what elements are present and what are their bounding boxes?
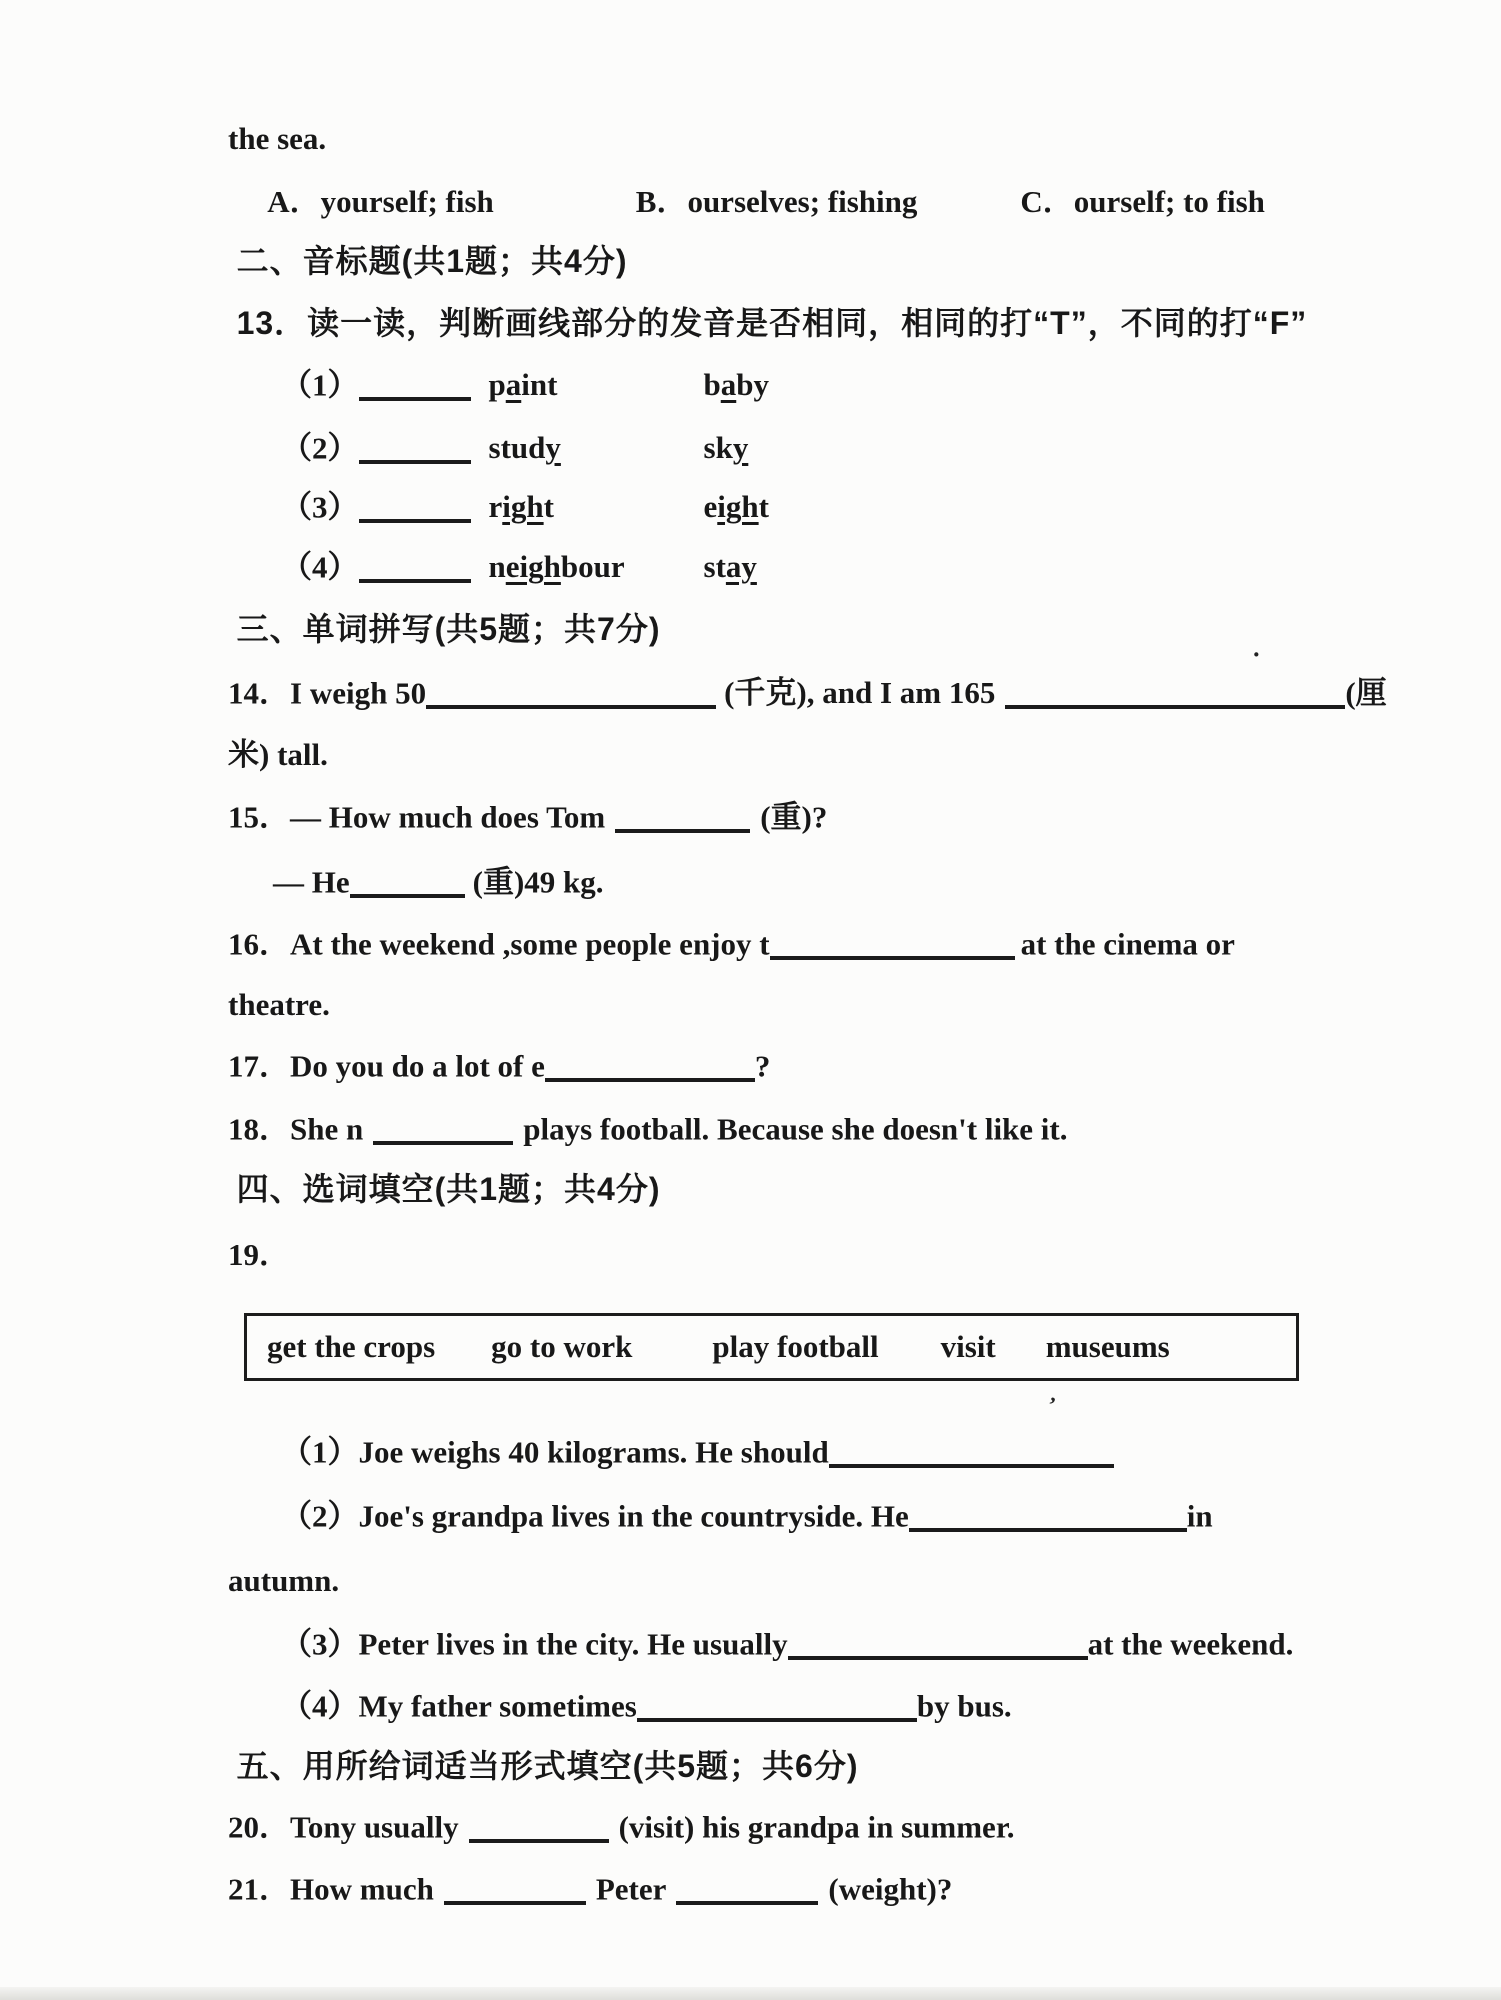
- word-seg: stud: [488, 430, 546, 466]
- word-seg-underlined: a: [720, 367, 737, 403]
- answer-blank: [444, 1870, 586, 1905]
- word-bank-item: get the crops: [267, 1329, 436, 1364]
- q21-text-2: Peter: [595, 1871, 667, 1907]
- q21-text-1: 21．How much: [228, 1871, 434, 1907]
- word-seg: sk: [703, 430, 733, 466]
- q14-text-1: 14．I weigh 50: [228, 675, 427, 711]
- word-seg: st: [703, 549, 726, 585]
- q19-subitem-2: [250, 1461, 1213, 1569]
- option-b: B．ourselves; fishing: [635, 183, 918, 219]
- q15-reply-pre: — He: [273, 864, 350, 900]
- word-seg-underlined: igh: [717, 489, 759, 525]
- stray-mark-tick: ʼ: [1045, 1391, 1058, 1418]
- q13-stem-text: 13．读一读，判断画线部分的发音是否相同，相同的打“T”，不同的打“F”: [236, 304, 1308, 341]
- q21-text-3: (weight)?: [828, 1871, 953, 1907]
- q20-text-1: 20．Tony usually: [228, 1809, 459, 1845]
- q16-line-1: [197, 889, 1235, 997]
- q19-s2-text: （2）Joe's grandpa lives in the countryside. He: [281, 1498, 909, 1534]
- q16-continuation: theatre.: [228, 986, 330, 1022]
- word-bank-box: [244, 1313, 1299, 1381]
- q14-continuation: 米) tall.: [228, 736, 328, 772]
- q21-line: [197, 1834, 952, 1942]
- answer-blank: [770, 925, 1015, 960]
- word-seg: t: [758, 489, 769, 525]
- section-title: 二、音标题(共1题；共4分): [236, 242, 628, 279]
- section-title: 五、用所给词适当形式填空(共5题；共6分): [236, 1747, 859, 1784]
- answer-blank: [676, 1870, 818, 1905]
- section-title: 三、单词拼写(共5题；共7分): [236, 610, 661, 647]
- fragment-text: the sea.: [228, 120, 327, 156]
- answer-blank: [1005, 674, 1345, 709]
- scan-bottom-edge: [0, 1987, 1501, 2000]
- q15-reply-post: (重)49 kg.: [472, 864, 604, 900]
- word-seg: by: [736, 367, 769, 403]
- q14-text-2: (千克), and I am 165: [724, 675, 996, 711]
- word-seg: e: [703, 489, 718, 525]
- section-title: 四、选词填空(共1题；共4分): [236, 1170, 661, 1207]
- word-bank-item: visit: [940, 1329, 996, 1364]
- answer-blank: [909, 1497, 1187, 1532]
- q19-s3-text: （3）Peter lives in the city. He usually: [281, 1626, 788, 1662]
- word-seg-underlined: eigh: [505, 549, 561, 585]
- q15-text-1: 15．— How much does Tom: [228, 799, 606, 835]
- item-number: （2）: [281, 430, 359, 466]
- answer-blank: [426, 674, 716, 709]
- word-seg: p: [488, 367, 506, 403]
- word-seg: bour: [560, 549, 625, 585]
- q15-text-2: (重)?: [760, 799, 828, 835]
- q16-text-2: at the cinema or: [1020, 926, 1235, 962]
- q14-line-1: [197, 638, 1387, 746]
- q17-text-1: 17．Do you do a lot of e: [228, 1048, 545, 1084]
- word-seg-underlined: a: [505, 367, 522, 403]
- item-number: （3）: [281, 489, 359, 525]
- q19-s2-tail: in: [1186, 1498, 1213, 1534]
- stray-mark-dot: ·: [1252, 640, 1261, 669]
- q19-s2-cont-text: autumn.: [228, 1562, 340, 1598]
- q18-text-2: plays football. Because she doesn't like it.: [523, 1111, 1068, 1147]
- word-seg-underlined: igh: [502, 489, 544, 525]
- option-c: C．ourself; to fish: [1020, 183, 1265, 219]
- word-seg-underlined: ay: [725, 549, 757, 585]
- q17-text-2: ?: [754, 1048, 771, 1084]
- q14-text-3: (厘: [1345, 675, 1387, 711]
- word-bank-item: go to work: [491, 1329, 633, 1364]
- item-number: （4）: [281, 549, 359, 585]
- q19-s4-tail: by bus.: [916, 1688, 1012, 1724]
- word-seg: b: [703, 367, 721, 403]
- q19-s3-tail: at the weekend.: [1087, 1626, 1294, 1662]
- option-a: A．yourself; fish: [267, 183, 494, 219]
- q19-s1-text: （1）Joe weighs 40 kilograms. He should: [281, 1434, 829, 1470]
- word-bank-item: museums: [1045, 1329, 1170, 1364]
- word-seg: r: [488, 489, 503, 525]
- word-seg-underlined: y: [545, 430, 561, 466]
- q19-number: [197, 1201, 290, 1308]
- q19-s4-text: （4）My father sometimes: [281, 1688, 637, 1724]
- word-seg-underlined: y: [732, 430, 749, 466]
- item-number: （1）: [281, 367, 359, 403]
- word-seg: int: [521, 367, 558, 403]
- q20-text-2: (visit) his grandpa in summer.: [618, 1809, 1015, 1845]
- word-bank-item: play football: [712, 1329, 879, 1364]
- word-seg: n: [488, 549, 506, 585]
- word-seg: t: [543, 489, 554, 525]
- answer-blank: [615, 798, 750, 833]
- q16-text-1: 16．At the weekend ,some people enjoy t: [228, 926, 770, 962]
- word-stay: [704, 549, 757, 585]
- q18-text-1: 18．She n: [228, 1111, 364, 1147]
- q19-number-text: 19．: [228, 1236, 290, 1272]
